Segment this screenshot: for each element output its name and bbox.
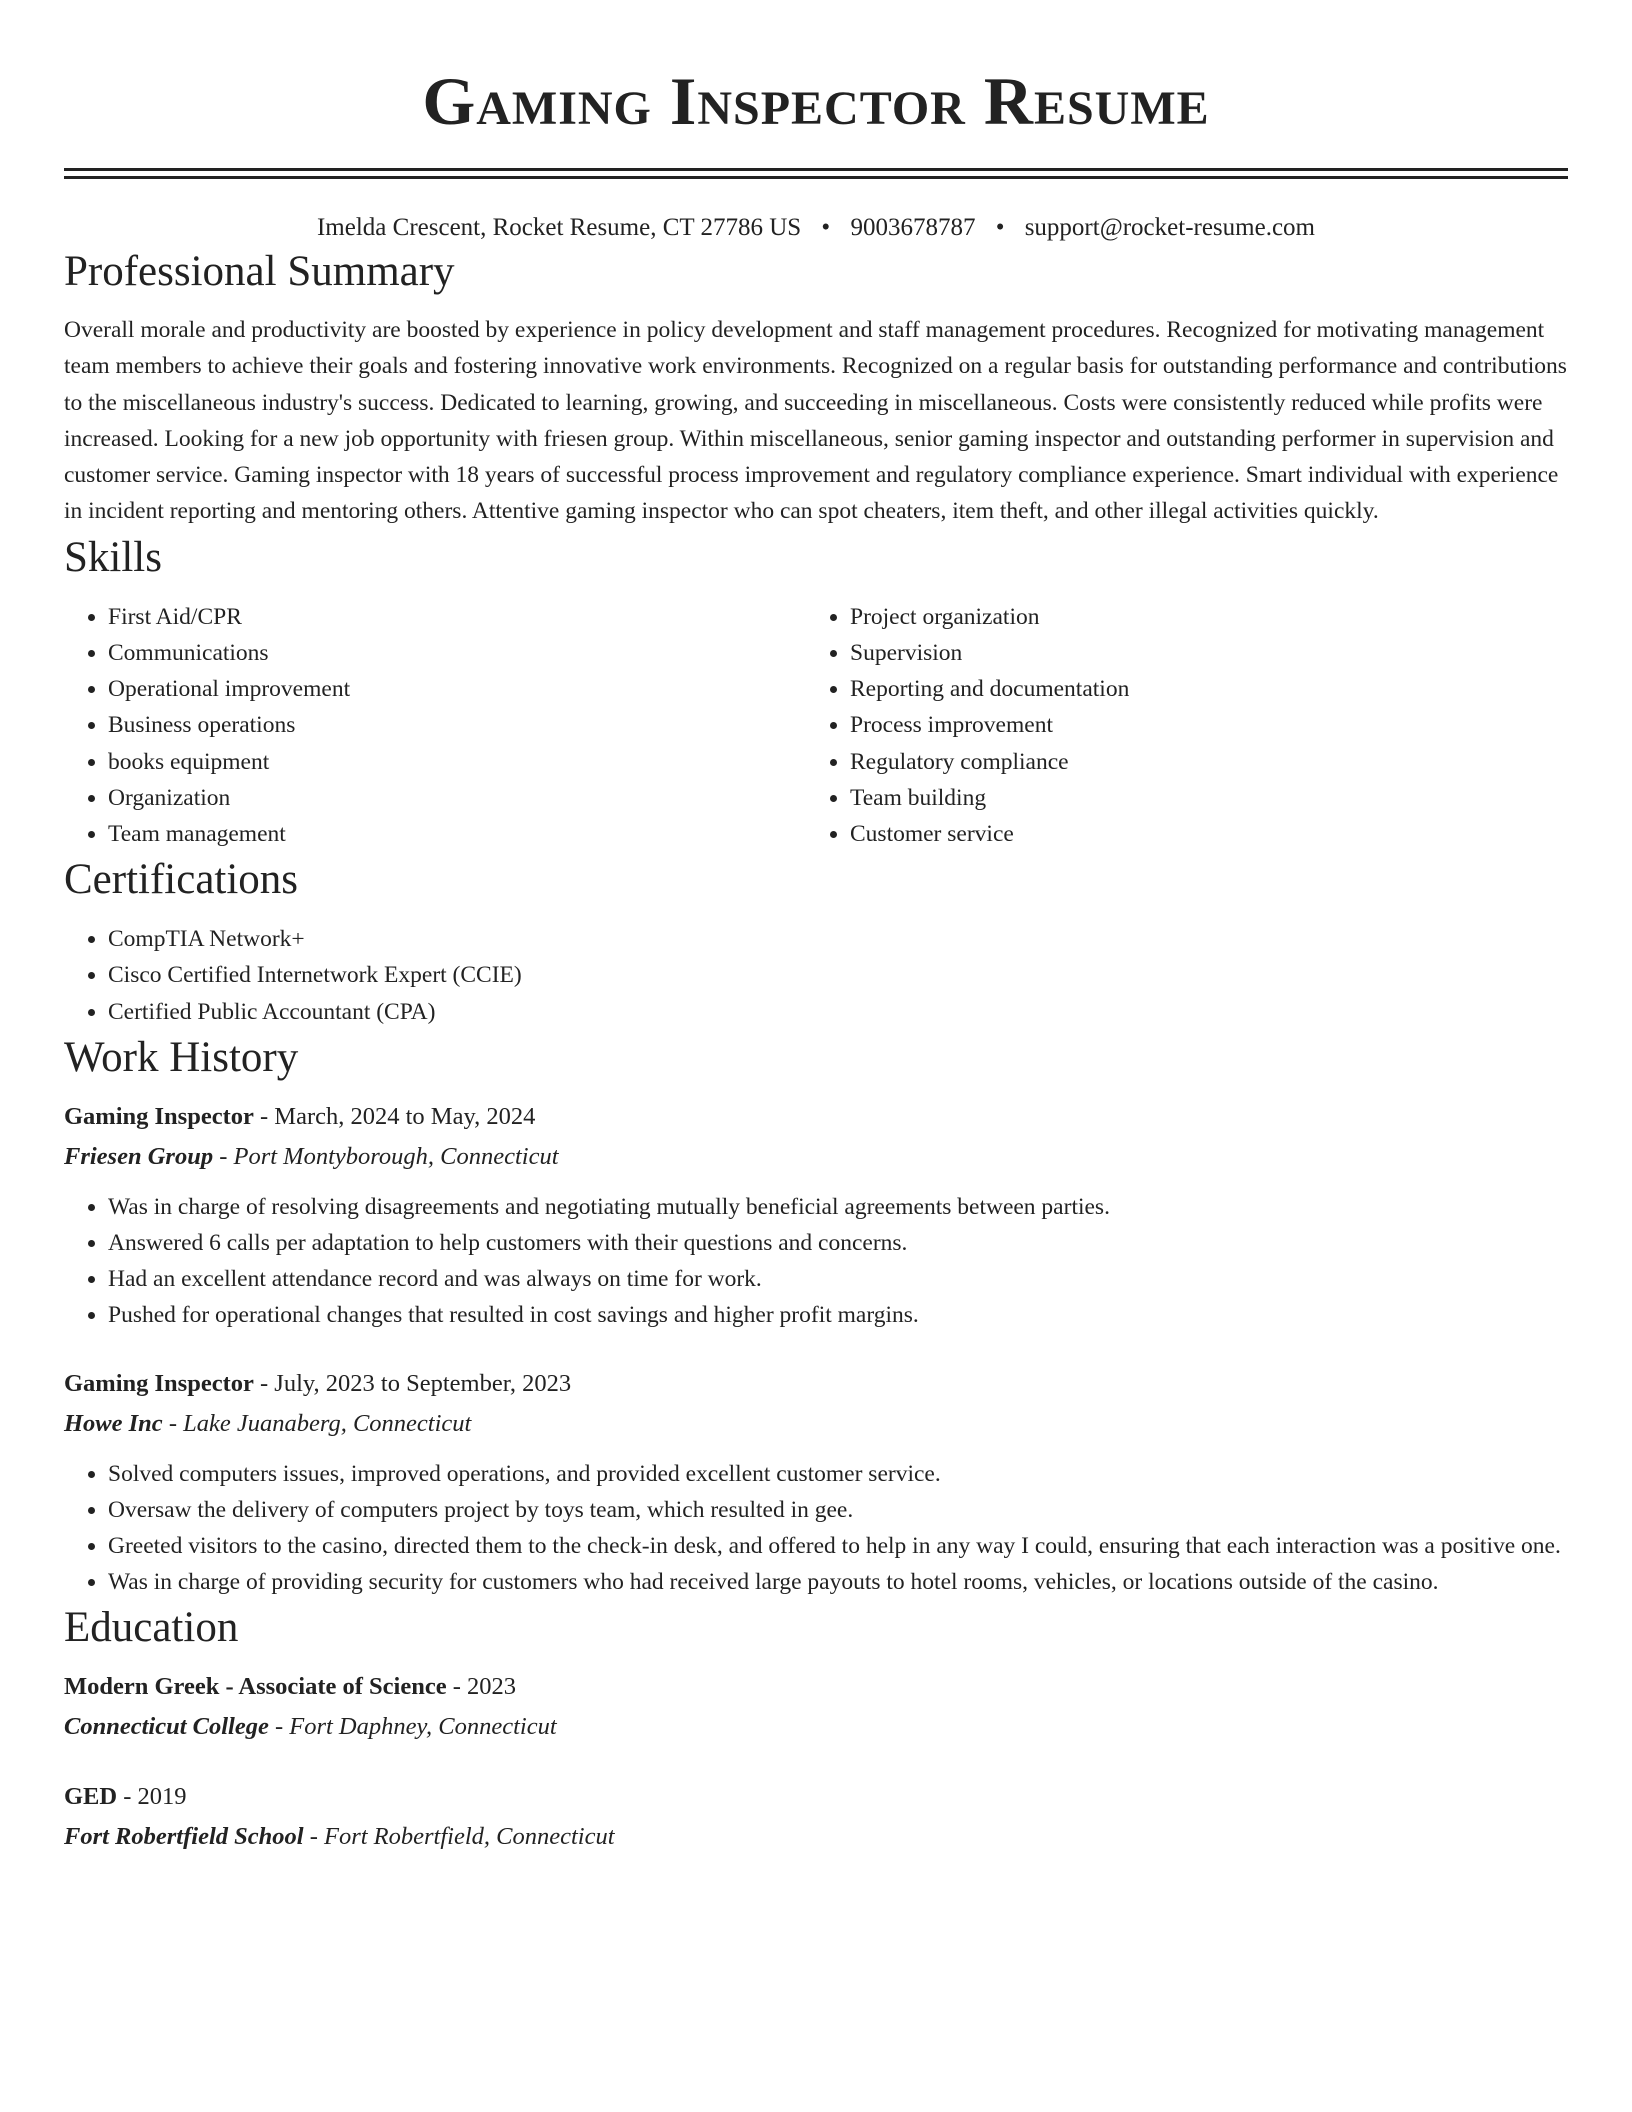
job-title-line	[64, 1097, 1568, 1137]
degree-name: GED	[64, 1783, 118, 1811]
education-entry	[64, 1667, 1568, 1747]
skill-item: • Organization	[108, 780, 806, 816]
degree-line	[64, 1777, 1568, 1817]
skill-item: • Operational improvement	[108, 671, 806, 707]
job-location: - Lake Juanaberg, Connecticut	[162, 1409, 472, 1437]
school-line	[64, 1817, 1568, 1857]
skill-item: • Regulatory compliance	[850, 744, 1548, 780]
contact-separator: •	[821, 214, 831, 241]
skills-heading: Skills	[64, 533, 162, 581]
certifications-heading: Certifications	[64, 856, 299, 904]
job-duty: • Had an excellent attendance record and was always on time for work.	[108, 1261, 1568, 1297]
work-history-heading: Work History	[64, 1033, 299, 1081]
job-company-line	[64, 1404, 1568, 1444]
job-company: Friesen Group	[64, 1142, 214, 1170]
job-entry	[64, 1364, 1568, 1601]
skills-list-left	[64, 599, 806, 852]
summary-heading: Professional Summary	[64, 248, 455, 295]
education-entry	[64, 1777, 1568, 1857]
job-duty: • Was in charge of providing security for customers who had received large payouts to hotel rooms, vehicles, or locations outside of the casino.	[108, 1564, 1568, 1600]
certification-item: • CompTIA Network+	[108, 921, 1568, 957]
skill-item: • First Aid/CPR	[108, 599, 806, 635]
job-duty: • Answered 6 calls per adaptation to help customers with their questions and concerns.	[108, 1225, 1568, 1261]
school-name: Fort Robertfield School	[64, 1823, 304, 1851]
job-company-line	[64, 1137, 1568, 1177]
job-duty: • Oversaw the delivery of computers project by toys team, which resulted in gee.	[108, 1492, 1568, 1528]
job-title: Gaming Inspector	[64, 1102, 254, 1130]
skill-item: • books equipment	[108, 744, 806, 780]
skill-item: • Team building	[850, 780, 1548, 816]
skill-item: • Customer service	[850, 816, 1548, 852]
page-title: Gaming Inspector Resume	[422, 63, 1210, 139]
job-dates: - March, 2024 to May, 2024	[253, 1102, 536, 1130]
job-duty: • Greeted visitors to the casino, directed them to the check-in desk, and offered to help in any way I could, ensuring that each interaction was a positive one.	[108, 1528, 1568, 1564]
degree-year: - 2023	[446, 1673, 517, 1701]
skill-item: • Reporting and documentation	[850, 671, 1548, 707]
skill-item: • Process improvement	[850, 707, 1548, 743]
certification-item: • Certified Public Accountant (CPA)	[108, 994, 1568, 1030]
job-title: Gaming Inspector	[64, 1369, 254, 1397]
job-duty: • Solved computers issues, improved operations, and provided excellent customer service.	[108, 1456, 1568, 1492]
summary-text: Overall morale and productivity are boosted by experience in policy development and staff management procedures. Recognized for motivating management team members to achieve their goals and fostering innovative work environments. Recognized on a regular basis for outstanding performance and contributions to the miscellaneous industry's success. Dedicated to learning, growing, and succeeding in miscellaneous. Costs were consistently reduced while profits were increased. Looking for a new job opportunity with friesen group. Within miscellaneous, senior gaming inspector and outstanding performer in supervision and customer service. Gaming inspector with 18 years of successful process improvement and regulatory compliance experience. Smart individual with experience in incident reporting and mentoring others. Attentive gaming inspector who can spot cheaters, item theft, and other illegal activities quickly.	[64, 317, 1567, 525]
skill-item: • Communications	[108, 635, 806, 671]
certifications-list	[64, 921, 1568, 1030]
job-duty: • Was in charge of resolving disagreements and negotiating mutually beneficial agreements between parties.	[108, 1189, 1568, 1225]
school-location: - Fort Daphney, Connecticut	[268, 1713, 557, 1741]
skills-grid	[64, 599, 1568, 852]
school-name: Connecticut College	[64, 1713, 269, 1741]
title-divider	[64, 168, 1568, 179]
skill-item: • Supervision	[850, 635, 1548, 671]
job-location: - Port Montyborough, Connecticut	[213, 1142, 559, 1170]
contact-separator: •	[995, 214, 1005, 241]
school-line	[64, 1707, 1568, 1747]
job-duties-list	[64, 1456, 1568, 1601]
job-title-line	[64, 1364, 1568, 1404]
contact-line	[64, 212, 1568, 244]
skill-item: • Project organization	[850, 599, 1548, 635]
degree-name: Modern Greek - Associate of Science	[64, 1673, 447, 1701]
skill-item: • Team management	[108, 816, 806, 852]
degree-year: - 2019	[117, 1783, 187, 1811]
skill-item: • Business operations	[108, 707, 806, 743]
job-dates: - July, 2023 to September, 2023	[253, 1369, 572, 1397]
job-company: Howe Inc	[64, 1409, 163, 1437]
job-duty: • Pushed for operational changes that resulted in cost savings and higher profit margins.	[108, 1297, 1568, 1333]
certification-item: • Cisco Certified Internetwork Expert (CCIE)	[108, 957, 1568, 993]
education-heading: Education	[64, 1604, 239, 1652]
contact-address: Imelda Crescent, Rocket Resume, CT 27786 US	[316, 214, 802, 241]
job-entry	[64, 1097, 1568, 1334]
degree-line	[64, 1667, 1568, 1707]
contact-email: support@rocket-resume.com	[1024, 214, 1315, 241]
skills-list-right	[806, 599, 1548, 852]
job-duties-list	[64, 1189, 1568, 1334]
school-location: - Fort Robertfield, Connecticut	[303, 1823, 615, 1851]
contact-phone: 9003678787	[850, 214, 976, 241]
